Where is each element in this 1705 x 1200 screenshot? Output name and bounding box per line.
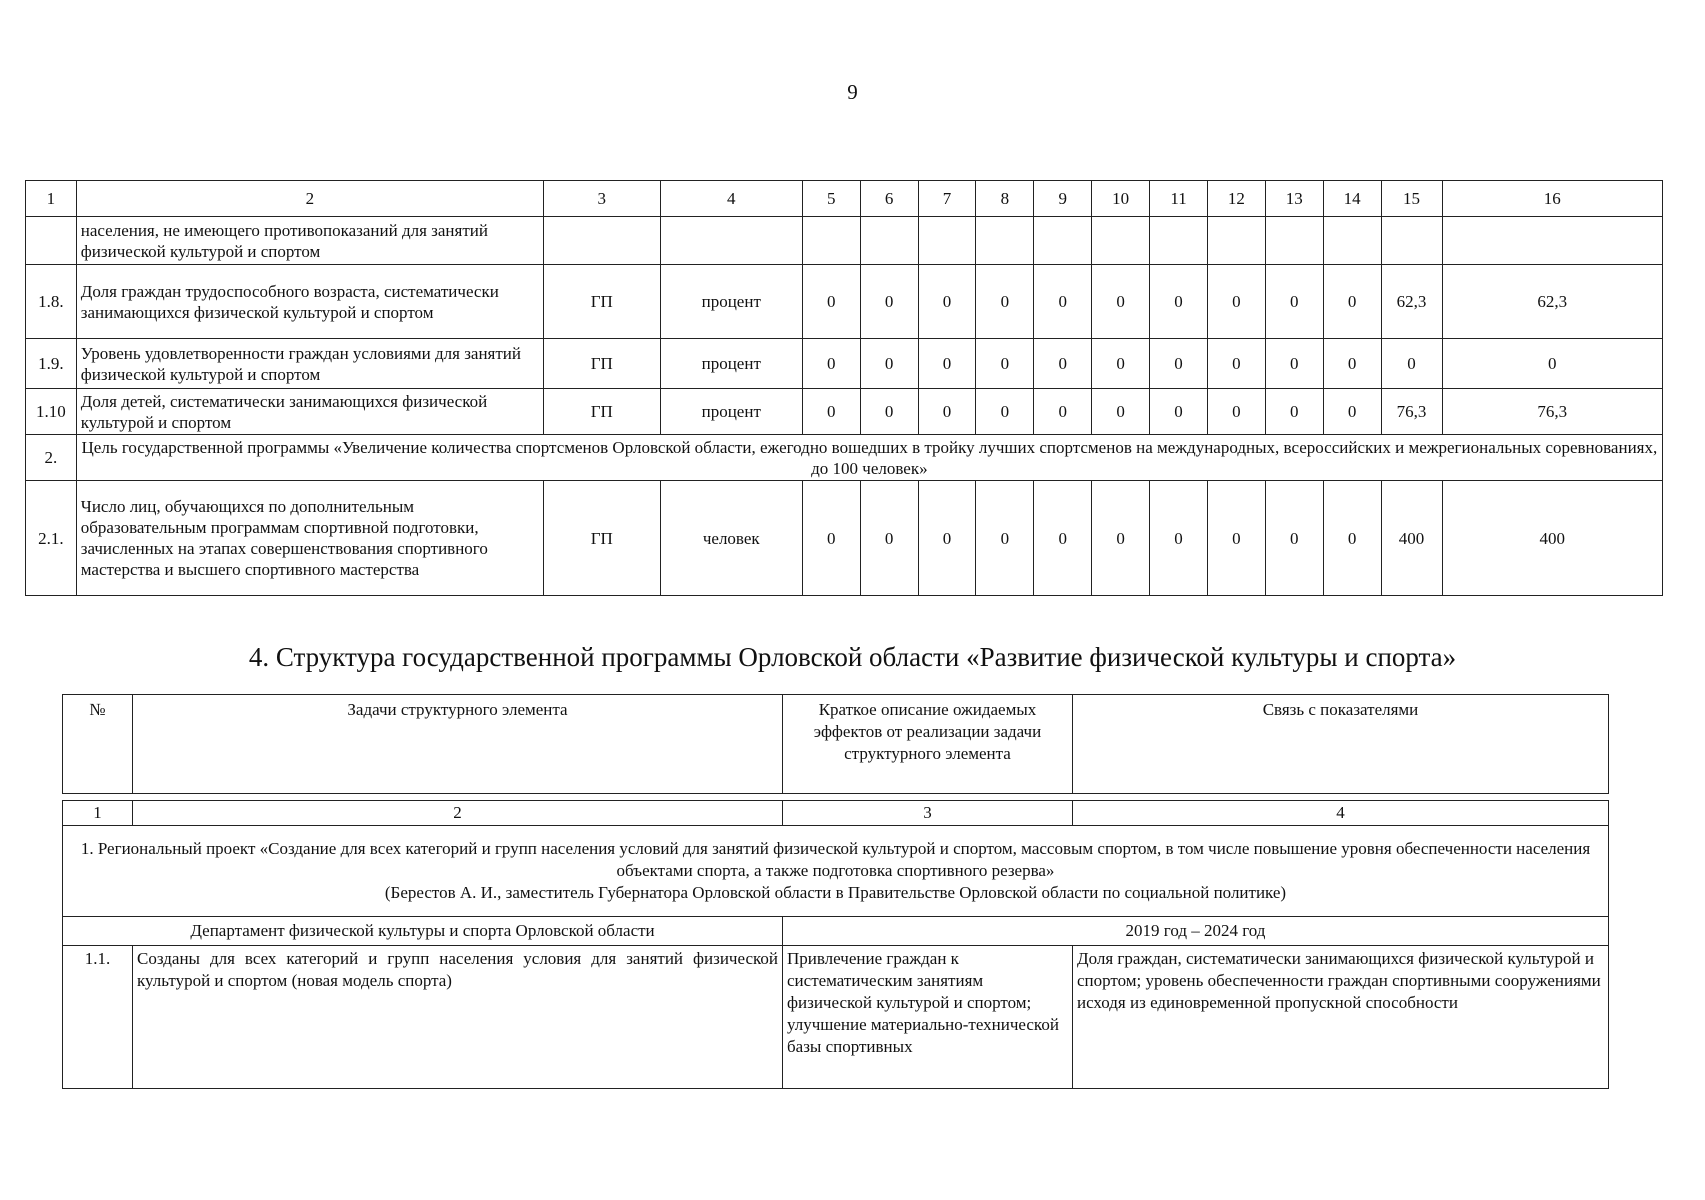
value-cell: 0 xyxy=(1092,265,1150,339)
header-cell-indicators: Связь с показателями xyxy=(1073,695,1609,794)
header-cell: 9 xyxy=(1034,181,1092,217)
header-cell: 3 xyxy=(543,181,660,217)
value-cell: 0 xyxy=(1150,389,1208,435)
row-number: 2. xyxy=(26,435,77,481)
value-cell xyxy=(860,217,918,265)
department-row xyxy=(63,917,1609,946)
value-cell: 0 xyxy=(802,265,860,339)
header-cell: 12 xyxy=(1207,181,1265,217)
value-cell xyxy=(1207,217,1265,265)
indicator-type: ГП xyxy=(543,265,660,339)
task-effect: Привлечение граждан к систематическим занятиям физической культурой и спортом; улучшение материально-технической базы спортивных xyxy=(783,946,1073,1089)
value-cell xyxy=(918,217,976,265)
structure-table xyxy=(62,694,1609,1089)
goal-text: Цель государственной программы «Увеличение количества спортсменов Орловской области, ежегодно вошедших в тройку лучших спортсменов на международных, всероссийских и межрегиональных соревнованиях, до 100 человек» xyxy=(76,435,1662,481)
value-cell: 0 xyxy=(976,481,1034,596)
header-cell: 13 xyxy=(1265,181,1323,217)
value-cell xyxy=(1034,217,1092,265)
value-cell: 0 xyxy=(1150,481,1208,596)
row-number: 2.1. xyxy=(26,481,77,596)
value-cell: 76,3 xyxy=(1442,389,1663,435)
header-cell: 8 xyxy=(976,181,1034,217)
table-row xyxy=(26,339,1663,389)
column-numbers-row xyxy=(63,801,1609,826)
header-cell: 5 xyxy=(802,181,860,217)
header-cell: 7 xyxy=(918,181,976,217)
table-row xyxy=(26,265,1663,339)
value-cell: 0 xyxy=(1092,481,1150,596)
value-cell: 0 xyxy=(1207,265,1265,339)
indicator-name: населения, не имеющего противопоказаний для занятий физической культурой и спортом xyxy=(76,217,543,265)
indicator-name: Доля граждан трудоспособного возраста, систематически занимающихся физической культурой и спортом xyxy=(76,265,543,339)
project-curator: (Берестов А. И., заместитель Губернатора Орловской области в Правительстве Орловской области по социальной политике) xyxy=(384,883,1287,902)
indicator-unit: процент xyxy=(660,389,802,435)
indicators-table xyxy=(25,180,1663,596)
value-cell: 0 xyxy=(1150,339,1208,389)
indicator-type xyxy=(543,217,660,265)
section-title: 4. Структура государственной программы Орловской области «Развитие физической культуры и спорта» xyxy=(248,642,1457,672)
header-cell: 1 xyxy=(26,181,77,217)
value-cell: 0 xyxy=(860,389,918,435)
value-cell: 0 xyxy=(860,481,918,596)
value-cell: 62,3 xyxy=(1381,265,1442,339)
header-cell-number: № xyxy=(63,695,133,794)
value-cell: 0 xyxy=(1323,339,1381,389)
table-row xyxy=(26,389,1663,435)
value-cell: 0 xyxy=(802,389,860,435)
header-cell: 4 xyxy=(660,181,802,217)
indicator-name: Число лиц, обучающихся по дополнительным образовательным программам спортивной подготовки, зачисленных на этапах совершенствования спортивного мастерства и высшего спортивного мастерства xyxy=(76,481,543,596)
value-cell: 0 xyxy=(1092,389,1150,435)
page-number: 9 xyxy=(847,80,858,104)
goal-row xyxy=(26,435,1663,481)
value-cell: 0 xyxy=(918,481,976,596)
table-row xyxy=(26,217,1663,265)
value-cell: 0 xyxy=(1265,265,1323,339)
header-cell: 14 xyxy=(1323,181,1381,217)
value-cell xyxy=(1092,217,1150,265)
value-cell: 0 xyxy=(1034,339,1092,389)
header-cell: 2 xyxy=(76,181,543,217)
column-number: 1 xyxy=(63,801,133,826)
header-cell: 16 xyxy=(1442,181,1663,217)
value-cell xyxy=(802,217,860,265)
value-cell: 0 xyxy=(976,265,1034,339)
value-cell: 0 xyxy=(1207,389,1265,435)
project-cell xyxy=(63,826,1609,917)
task-row xyxy=(63,946,1609,1089)
value-cell: 400 xyxy=(1381,481,1442,596)
indicator-unit: человек xyxy=(660,481,802,596)
value-cell: 0 xyxy=(918,389,976,435)
value-cell: 0 xyxy=(802,481,860,596)
column-number: 4 xyxy=(1073,801,1609,826)
value-cell xyxy=(1442,217,1663,265)
table-header-row xyxy=(26,181,1663,217)
header-cell: 6 xyxy=(860,181,918,217)
row-number: 1.8. xyxy=(26,265,77,339)
table-header-row xyxy=(63,695,1609,794)
row-number xyxy=(26,217,77,265)
header-cell: 11 xyxy=(1150,181,1208,217)
value-cell: 0 xyxy=(1034,389,1092,435)
value-cell: 0 xyxy=(1265,339,1323,389)
header-cell: 15 xyxy=(1381,181,1442,217)
value-cell: 0 xyxy=(1442,339,1663,389)
value-cell xyxy=(1150,217,1208,265)
period: 2019 год – 2024 год xyxy=(783,917,1609,946)
indicator-name: Доля детей, систематически занимающихся физической культурой и спортом xyxy=(76,389,543,435)
row-number: 1.10 xyxy=(26,389,77,435)
gap-cell xyxy=(63,794,1609,801)
value-cell: 0 xyxy=(1207,339,1265,389)
project-title: 1. Региональный проект «Создание для всех категорий и групп населения условий для занятий физической культурой и спортом, массовым спортом, в том числе повышение уровня обеспеченности населения объектами спорта, а также подготовка спортивного резерва» xyxy=(80,839,1591,880)
value-cell: 0 xyxy=(1150,265,1208,339)
indicator-unit xyxy=(660,217,802,265)
value-cell xyxy=(976,217,1034,265)
value-cell xyxy=(1265,217,1323,265)
header-cell-tasks: Задачи структурного элемента xyxy=(133,695,783,794)
indicator-type: ГП xyxy=(543,339,660,389)
value-cell: 0 xyxy=(1381,339,1442,389)
column-number: 3 xyxy=(783,801,1073,826)
indicator-name: Уровень удовлетворенности граждан условиями для занятий физической культурой и спортом xyxy=(76,339,543,389)
value-cell: 0 xyxy=(860,339,918,389)
value-cell: 0 xyxy=(860,265,918,339)
department-name: Департамент физической культуры и спорта Орловской области xyxy=(63,917,783,946)
value-cell: 0 xyxy=(1323,481,1381,596)
value-cell: 0 xyxy=(918,265,976,339)
value-cell: 0 xyxy=(1092,339,1150,389)
value-cell xyxy=(1381,217,1442,265)
value-cell: 0 xyxy=(1323,389,1381,435)
value-cell: 0 xyxy=(976,389,1034,435)
task-number: 1.1. xyxy=(63,946,133,1089)
indicator-unit: процент xyxy=(660,265,802,339)
header-cell: 10 xyxy=(1092,181,1150,217)
row-number: 1.9. xyxy=(26,339,77,389)
value-cell xyxy=(1323,217,1381,265)
value-cell: 0 xyxy=(1207,481,1265,596)
value-cell: 76,3 xyxy=(1381,389,1442,435)
value-cell: 0 xyxy=(918,339,976,389)
value-cell: 0 xyxy=(1265,389,1323,435)
value-cell: 0 xyxy=(1034,481,1092,596)
project-row xyxy=(63,826,1609,917)
indicator-type: ГП xyxy=(543,481,660,596)
value-cell: 0 xyxy=(976,339,1034,389)
value-cell: 62,3 xyxy=(1442,265,1663,339)
header-cell-effects: Краткое описание ожидаемых эффектов от реализации задачи структурного элемента xyxy=(783,695,1073,794)
value-cell: 0 xyxy=(1323,265,1381,339)
value-cell: 400 xyxy=(1442,481,1663,596)
task-text: Созданы для всех категорий и групп населения условия для занятий физической культурой и спортом (новая модель спорта) xyxy=(133,946,783,1089)
column-number: 2 xyxy=(133,801,783,826)
table-row xyxy=(26,481,1663,596)
value-cell: 0 xyxy=(802,339,860,389)
value-cell: 0 xyxy=(1265,481,1323,596)
indicator-unit: процент xyxy=(660,339,802,389)
value-cell: 0 xyxy=(1034,265,1092,339)
header-gap xyxy=(63,794,1609,801)
task-indicators: Доля граждан, систематически занимающихся физической культурой и спортом; уровень обеспеченности граждан спортивными сооружениями исходя из единовременной пропускной способности xyxy=(1073,946,1609,1089)
indicator-type: ГП xyxy=(543,389,660,435)
